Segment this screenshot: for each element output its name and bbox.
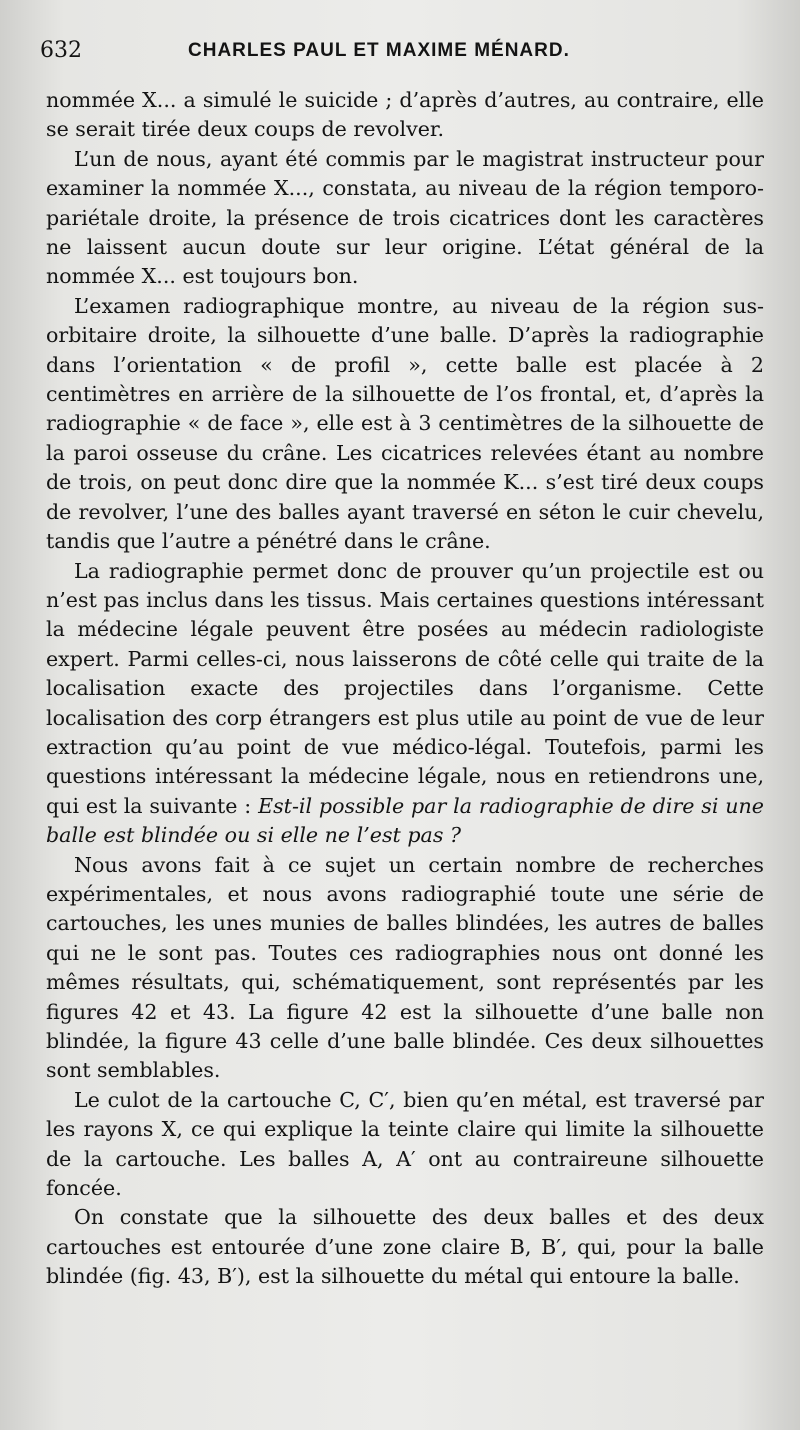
running-head: CHARLES PAUL ET MAXIME MÉNARD. bbox=[188, 40, 570, 61]
page-number: 632 bbox=[40, 38, 82, 63]
paragraph-1: nommée X... a simulé le suicide ; d’après d’autres, au contraire, elle se serait tirée deux coups de revolver. bbox=[46, 88, 764, 142]
paragraph-4-italic-question: Est-il possible par la radiographie de dire si une balle est blindée ou si elle ne l’est pas ? bbox=[46, 793, 764, 848]
body-text bbox=[46, 86, 764, 1292]
paragraph-2: L’un de nous, ayant été commis par le magistrat instructeur pour examiner la nommée X..., constata, au niveau de la région temporo-pariétale droite, la présence de trois cicatrices dont les caractères ne laissent aucun doute sur leur origine. L’état général de la nommée X... est toujours bon. bbox=[46, 146, 764, 289]
paragraph-4 bbox=[46, 557, 764, 851]
page-header bbox=[40, 38, 760, 68]
paragraph-3: L’examen radiographique montre, au niveau de la région sus-orbitaire droite, la silhouette d’une balle. D’après la radiographie dans l’orientation « de profil », cette balle est placée à 2 centimètres en arrière de la silhouette de l’os frontal, et, d’après la radiographie « de face », elle est à 3 centimètres de la silhouette de la paroi osseuse du crâne. Les cicatrices relevées étant au nombre de trois, on peut donc dire que la nommée K... s’est tiré deux coups de revolver, l’une des balles ayant traversé en séton le cuir chevelu, tandis que l’autre a pénétré dans le crâne. bbox=[46, 293, 764, 554]
paragraph-7: On constate que la silhouette des deux balles et des deux cartouches est entourée d’une zone claire B, B′, qui, pour la balle blindée (fig. 43, B′), est la silhouette du métal qui entoure la balle. bbox=[46, 1205, 764, 1289]
paragraph-4-text: La radiographie permet donc de prouver qu’un projectile est ou n’est pas inclus dans les tissus. Mais certaines questions intéressant la médecine légale peuvent être posées au médecin radiologiste expert. Parmi celles-ci, nous laisserons de côté celle qui traite de la localisation exacte des projectiles dans l’organisme. Cette localisation des corp étrangers est plus utile au point de vue de leur extraction qu’au point de vue médico-légal. Toutefois, parmi les questions intéressant la médecine légale, nous en retiendrons une, qui est la suivante : bbox=[46, 558, 764, 818]
paragraph-6: Le culot de la cartouche C, C′, bien qu’en métal, est traversé par les rayons X, ce qui explique la teinte claire qui limite la silhouette de la cartouche. Les balles A, A′ ont au contraireune silhouette foncée. bbox=[46, 1087, 764, 1201]
paragraph-5: Nous avons fait à ce sujet un certain nombre de recherches expérimentales, et nous avons radiographié toute une série de cartouches, les unes munies de balles blindées, les autres de balles qui ne le sont pas. Toutes ces radiographies nous ont donné les mêmes résultats, qui, schématiquement, sont représentés par les figures 42 et 43. La figure 42 est la silhouette d’une balle non blindée, la figure 43 celle d’une balle blindée. Ces deux silhouettes sont semblables. bbox=[46, 852, 764, 1083]
